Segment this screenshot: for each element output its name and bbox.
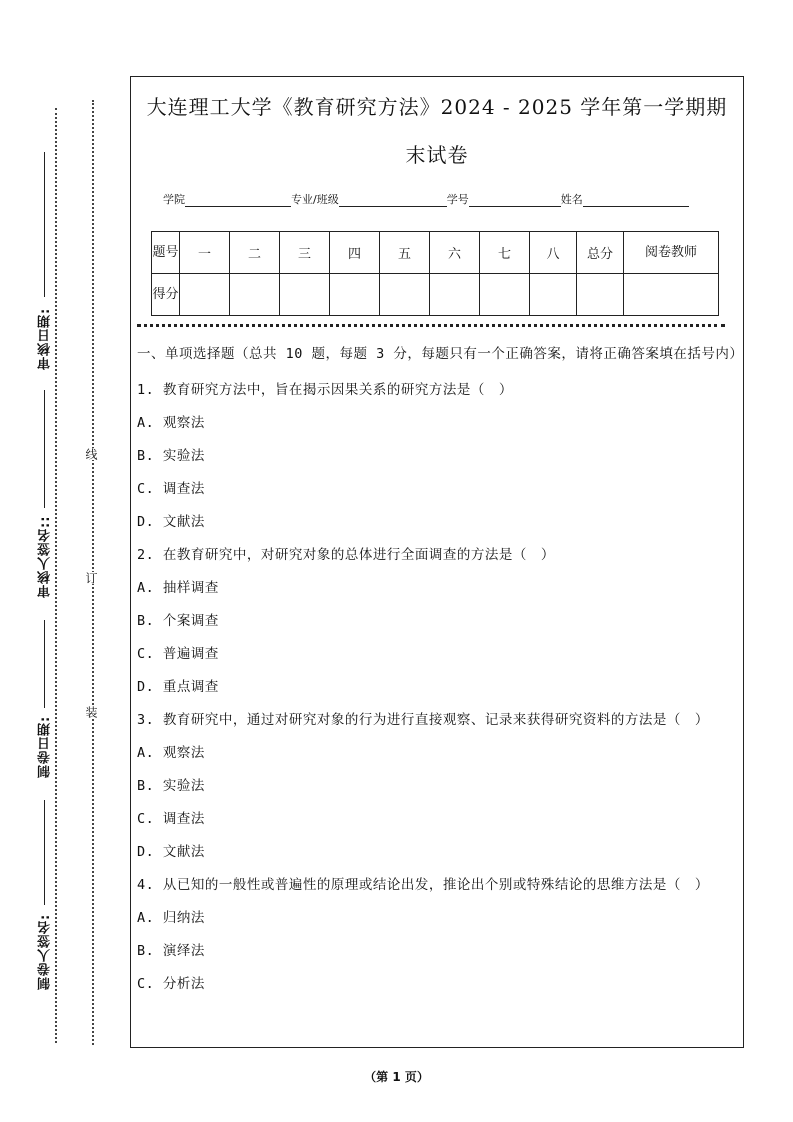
question-content xyxy=(131,327,743,995)
col-7: 七 xyxy=(480,232,530,274)
review-date-label: 审核日期: xyxy=(38,307,53,370)
col-8: 八 xyxy=(530,232,577,274)
name-label: 姓名 xyxy=(560,193,583,206)
page-number: （第 1 页） xyxy=(364,1070,429,1084)
major-class-label: 专业/班级 xyxy=(291,193,339,206)
col-1: 一 xyxy=(180,232,230,274)
question-1-option-d: D. 文献法 xyxy=(137,514,205,530)
binding-label-bind: 装 xyxy=(84,706,98,718)
question-2-option-c: C. 普遍调查 xyxy=(137,646,219,662)
question-3-stem: 3. 教育研究中，通过对研究对象的行为进行直接观察、记录来获得研究资料的方法是（ ） xyxy=(137,712,709,728)
exam-title: 大连理工大学《教育研究方法》2024 - 2025 学年第一学期期末试卷 xyxy=(146,95,728,167)
score-table-header-row xyxy=(152,232,719,274)
score-cell-7[interactable] xyxy=(480,274,530,316)
student-info-row xyxy=(163,191,743,207)
question-3-option-b: B. 实验法 xyxy=(137,778,205,794)
col-grader: 阅卷教师 xyxy=(624,232,719,274)
review-date-line xyxy=(44,152,45,297)
compile-date-label: 制卷日期: xyxy=(38,715,53,778)
score-cell-4[interactable] xyxy=(330,274,380,316)
binding-label-staple: 订 xyxy=(84,572,98,584)
question-number-label: 题号 xyxy=(152,232,180,274)
question-2-option-a: A. 抽样调查 xyxy=(137,580,219,596)
major-class-field[interactable] xyxy=(339,194,447,207)
score-cell-8[interactable] xyxy=(530,274,577,316)
reviewer-signature-label: 审核人签名:: xyxy=(38,515,53,598)
question-3-option-a: A. 观察法 xyxy=(137,745,205,761)
question-2-option-d: D. 重点调查 xyxy=(137,679,219,695)
col-6: 六 xyxy=(430,232,480,274)
question-1-stem: 1. 教育研究方法中，旨在揭示因果关系的研究方法是（ ） xyxy=(137,382,513,398)
exam-frame xyxy=(130,76,744,1048)
score-cell-1[interactable] xyxy=(180,274,230,316)
student-id-field[interactable] xyxy=(469,194,561,207)
col-5: 五 xyxy=(380,232,430,274)
question-4-option-a: A. 归纳法 xyxy=(137,910,205,926)
compile-date-line xyxy=(44,620,45,708)
score-table xyxy=(151,231,719,316)
question-4-option-b: B. 演绎法 xyxy=(137,943,205,959)
question-2-stem: 2. 在教育研究中，对研究对象的总体进行全面调查的方法是（ ） xyxy=(137,547,555,563)
col-3: 三 xyxy=(280,232,330,274)
col-4: 四 xyxy=(330,232,380,274)
college-field[interactable] xyxy=(185,194,291,207)
question-4-stem: 4. 从已知的一般性或普遍性的原理或结论出发，推论出个别或特殊结论的思维方法是（ ） xyxy=(137,877,709,893)
binding-label-line: 线 xyxy=(84,448,98,460)
score-cell-3[interactable] xyxy=(280,274,330,316)
question-3-option-d: D. 文献法 xyxy=(137,844,205,860)
reviewer-signature-line xyxy=(44,390,45,508)
score-cell-2[interactable] xyxy=(230,274,280,316)
binding-margin xyxy=(0,0,130,1122)
compiler-signature-label: 制卷人签名: xyxy=(38,913,53,990)
college-label: 学院 xyxy=(163,193,185,206)
student-id-label: 学号 xyxy=(446,193,469,206)
name-field[interactable] xyxy=(583,194,689,207)
score-label: 得分 xyxy=(152,274,180,316)
question-2-option-b: B. 个案调查 xyxy=(137,613,219,629)
question-3-option-c: C. 调查法 xyxy=(137,811,205,827)
compiler-signature-line xyxy=(44,800,45,905)
question-1-option-c: C. 调查法 xyxy=(137,481,205,497)
score-cell-5[interactable] xyxy=(380,274,430,316)
question-1-option-b: B. 实验法 xyxy=(137,448,205,464)
score-cell-grader[interactable] xyxy=(624,274,719,316)
question-4-option-c: C. 分析法 xyxy=(137,976,205,992)
section-1-heading: 一、单项选择题（总共 10 题，每题 3 分，每题只有一个正确答案，请将正确答案填在括号内） xyxy=(137,346,744,362)
col-2: 二 xyxy=(230,232,280,274)
col-total: 总分 xyxy=(577,232,624,274)
score-cell-6[interactable] xyxy=(430,274,480,316)
question-1-option-a: A. 观察法 xyxy=(137,415,205,431)
score-table-score-row xyxy=(152,274,719,316)
score-cell-total[interactable] xyxy=(577,274,624,316)
